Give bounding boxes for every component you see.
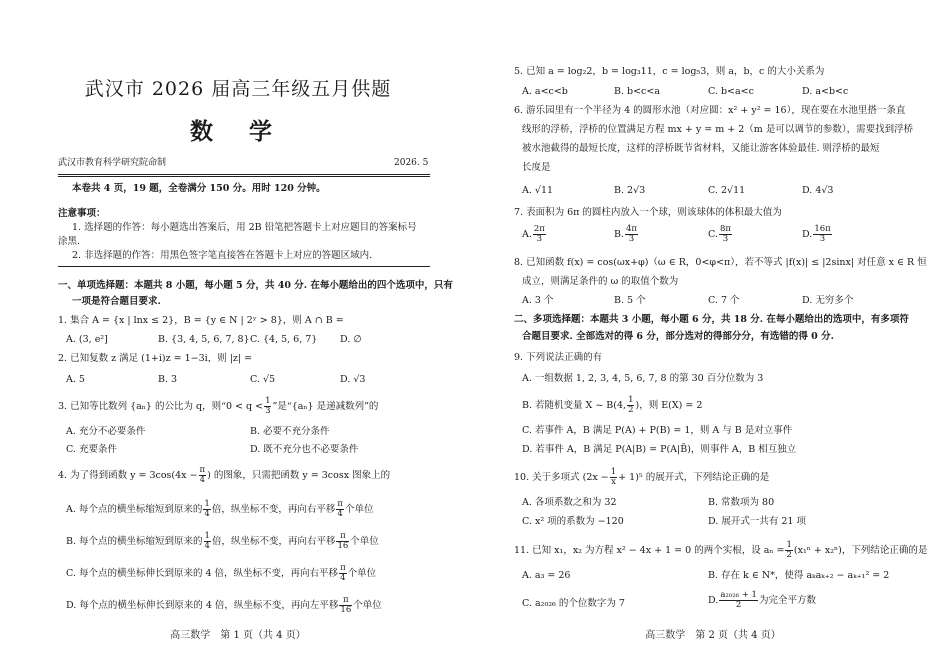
q2-option-c: C. √5 [250, 374, 276, 385]
notice-item-2: 2. 非选择题的作答：用黑色签字笔直接答在答题卡上对应的答题区域内. [72, 250, 373, 261]
q2-option-b: B. 3 [158, 374, 178, 385]
q5-option-a: A. a<c<b [522, 86, 568, 97]
q6-option-d: D. 4√3 [802, 185, 834, 196]
q9-option-b: B. 若随机变量 X ~ B(4, $\frac{1}{2}$ )，则 E(X) = 2 [522, 395, 703, 415]
q4-stem: 4. 为了得到函数 y = 3cos(4x − $\frac{\pi}{4}$ ) 的图象，只需把函数 y = 3cosx 图象上的 [58, 465, 391, 485]
q11-option-b: B. 存在 k ∈ N*，使得 aₖaₖ₊₂ − aₖ₊₁² = 2 [708, 570, 890, 581]
issuer: 武汉市教育科学研究院命制 [58, 158, 167, 168]
q8-stem: 8. 已知函数 f(x) = cos(ωx+φ)（ω ∈ R，0<φ<π），若不等式 |f(x)| ≤ |2sinx| 对任意 x ∈ R 恒 [514, 257, 927, 268]
q10-stem: 10. 关于多项式 (2x − $\frac{1}{x}$ + 1)⁵ 的展开式，下列结论正确的是 [514, 467, 770, 487]
q3-fraction: $\frac{1}{3}$ [265, 396, 271, 416]
q1-stem: 1. 集合 A = {x | lnx ≤ 2}，B = {y ∈ N | 2ʸ > 8}，则 A ∩ B = [58, 315, 344, 326]
q8-option-b: B. 5 个 [614, 295, 646, 306]
notice-item-1: 1. 选择题的作答：每小题选出答案后，用 2B 铅笔把答题卡上对应题目的答案标号 [72, 222, 417, 233]
subject-title: 数 学 [189, 118, 286, 145]
exam-date: 2026. 5 [394, 158, 429, 168]
q9-option-c: C. 若事件 A，B 满足 P(A) + P(B) = 1，则 A 与 B 是对立事件 [522, 425, 793, 436]
q4-option-c: C. 每个点的横坐标伸长到原来的 4 倍，纵坐标不变，再向右平移 $\frac{\pi}{4}$ 个单位 [66, 563, 377, 583]
q11-option-d: D. $\frac{\text{a₂₀₂₆ + 1}}{2}$ 为完全平方数 [708, 590, 816, 610]
q4-option-d: D. 每个点的横坐标伸长到原来的 4 倍，纵坐标不变，再向左平移 $\frac{\pi}{16}$ 个单位 [66, 595, 382, 615]
section-2-heading: 二、多项选择题：本题共 3 小题，每小题 6 分，共 18 分. 在每小题给出的选项中，有多项符 [514, 314, 909, 325]
q4-option-b: B. 每个点的横坐标缩短到原来的 $\frac{1}{4}$ 倍，纵坐标不变，再向右平移 $\frac{\pi}{16}$ 个单位 [66, 531, 379, 551]
q7-option-c: C. $\frac{8\pi}{3}$ [708, 224, 731, 244]
q11-option-a: A. a₃ = 26 [522, 570, 571, 581]
q7-option-d: D. $\frac{16\pi}{3}$ [802, 224, 831, 244]
q6-stem-line-2: 线形的浮桥，浮桥的位置满足方程 mx + y = m + 2（m 是可以调节的参数），需要找到浮桥 [522, 124, 914, 135]
q6-stem-line-3: 被水池截得的最短长度，这样的浮桥既节省材料，又能让游客体验最佳. 则浮桥的最短 [522, 143, 880, 154]
q7-stem: 7. 表面积为 6π 的圆柱内放入一个球，则该球体的体积最大值为 [514, 207, 782, 218]
q3-option-b: B. 必要不充分条件 [250, 426, 330, 437]
q1-option-d: D. ∅ [340, 334, 362, 345]
q1-option-a: A. (3, e²] [66, 334, 108, 345]
q4-option-a: A. 每个点的横坐标缩短到原来的 $\frac{1}{4}$ 倍，纵坐标不变，再向右平移 $\frac{\pi}{4}$ 个单位 [66, 499, 374, 519]
q9-option-a: A. 一组数据 1, 2, 3, 4, 5, 6, 7, 8 的第 30 百分位数为 3 [522, 373, 764, 384]
q5-option-b: B. b<c<a [614, 86, 661, 97]
notice-heading: 注意事项： [58, 208, 106, 219]
q7-option-a: A. $\frac{2\pi}{3}$ [522, 224, 545, 244]
q2-option-a: A. 5 [66, 374, 85, 385]
q2-stem: 2. 已知复数 z 满足 (1+i)z = 1−3i，则 |z| = [58, 353, 253, 364]
q3-option-a: A. 充分不必要条件 [66, 426, 146, 437]
q5-stem: 5. 已知 a = log₂2，b = log₃11，c = log₅3，则 a，b，c 的大小关系为 [514, 66, 825, 77]
footer-page-2: 高三数学 第 2 页（共 4 页） [645, 630, 781, 641]
q5-option-d: D. a<b<c [802, 86, 849, 97]
notice-summary: 本卷共 4 页，19 题，全卷满分 150 分。用时 120 分钟。 [72, 183, 326, 194]
q10-option-b: B. 常数项为 80 [708, 497, 775, 508]
q8-option-c: C. 7 个 [708, 295, 740, 306]
q6-option-a: A. √11 [522, 185, 554, 196]
header-rule-bottom [58, 176, 430, 177]
q1-option-c: C. {4, 5, 6, 7} [250, 334, 318, 345]
q5-option-c: C. b<a<c [708, 86, 754, 97]
q6-option-c: C. 2√11 [708, 185, 746, 196]
q10-option-a: A. 各项系数之和为 32 [522, 497, 617, 508]
q11-stem: 11. 已知 x₁，x₂ 为方程 x² − 4x + 1 = 0 的两个实根，设 aₙ = $\frac{1}{2}$ (x₁ⁿ + x₂ⁿ)，下列结论正确的是 [514, 540, 928, 560]
section-2-heading-cont: 合题目要求. 全部选对的得 6 分，部分选对的得部分分，有选错的得 0 分. [522, 331, 834, 342]
q3-option-d: D. 既不充分也不必要条件 [250, 444, 359, 455]
notice-item-1-cont: 涂黑. [58, 236, 81, 247]
q11-option-c: C. a₂₀₂₆ 的个位数字为 7 [522, 598, 625, 609]
q8-stem-line-2: 成立，则满足条件的 ω 的取值个数为 [522, 276, 679, 287]
q7-option-b: B. $\frac{4\pi}{3}$ [614, 224, 638, 244]
header-rule-top [58, 174, 430, 175]
q6-stem: 6. 游乐园里有一个半径为 4 的圆形水池（对应圆：x² + y² = 16），现在要在水池里搭一条直 [514, 105, 906, 116]
q6-option-b: B. 2√3 [614, 185, 646, 196]
section-1-heading-cont: 一项是符合题目要求. [72, 296, 161, 307]
q10-option-d: D. 展开式一共有 21 项 [708, 516, 806, 527]
exam-page-2 [476, 0, 950, 672]
notice-rule [58, 266, 430, 267]
q9-option-d: D. 若事件 A，B 满足 P(A|B) = P(A|B̄)，则事件 A，B 相互独立 [522, 444, 797, 455]
section-1-heading: 一、单项选择题：本题共 8 小题，每小题 5 分，共 40 分. 在每小题给出的四个选项中，只有 [58, 280, 453, 291]
exam-title: 武汉市 2026 届高三年级五月供题 [84, 78, 392, 100]
q8-option-d: D. 无穷多个 [802, 295, 854, 306]
q3-option-c: C. 充要条件 [66, 444, 117, 455]
q1-option-b: B. {3, 4, 5, 6, 7, 8} [158, 334, 250, 345]
q6-stem-line-4: 长度是 [522, 162, 551, 173]
q9-stem: 9. 下列说法正确的有 [514, 352, 603, 363]
q3-stem: 3. 已知等比数列 {aₙ} 的公比为 q，则“0 < q < $\frac{1}{3}$ ”是“{aₙ} 是递减数列”的 [58, 396, 379, 416]
footer-page-1: 高三数学 第 1 页（共 4 页） [170, 630, 306, 641]
q2-option-d: D. √3 [340, 374, 366, 385]
q10-option-c: C. x² 项的系数为 −120 [522, 516, 624, 527]
q8-option-a: A. 3 个 [522, 295, 554, 306]
